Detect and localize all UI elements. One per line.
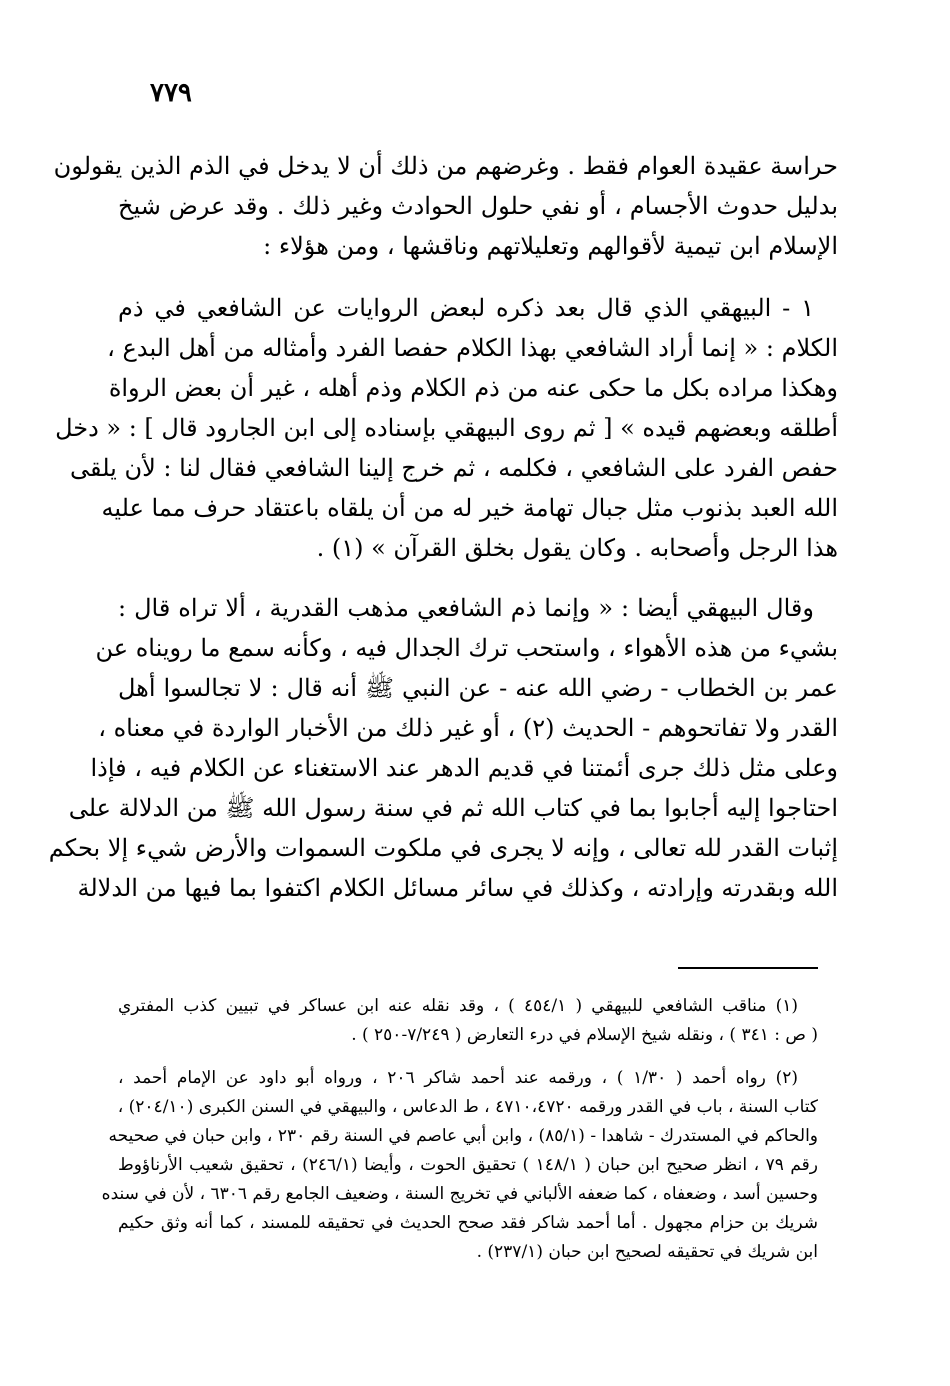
- text-line: حفص الفرد على الشافعي ، فكلمه ، ثم خرج إلينا الشافعي فقال لنا : لأن يلقى: [70, 454, 838, 482]
- text-line: هذا الرجل وأصحابه . وكان يقول بخلق القرآن » (١) .: [316, 534, 838, 562]
- footnote-line: ( ص : ٣٤١ ) ، ونقله شيخ الإسلام في درء التعارض ( ٧/٢٤٩-٢٥٠ ) .: [351, 1025, 818, 1045]
- text-line: القدر ولا تفاتحوهم - الحديث (٢) ، أو غير ذلك من الأخبار الواردة في معناه ،: [98, 714, 838, 742]
- footnote-line: والحاكم في المستدرك - شاهدا - (٨٥/١) ، وابن أبي عاصم في السنة رقم ٢٣٠ ، وابن حبان في صحيحه: [108, 1126, 818, 1146]
- text-line: الله العبد بذنوب مثل جبال تهامة خير له من أن يلقاه باعتقاد حرف مما عليه: [101, 494, 838, 522]
- text-line: بشيء من هذه الأهواء ، واستحب ترك الجدال فيه ، وكأنه سمع ما رويناه عن: [95, 634, 838, 662]
- footnote-line: كتاب السنة ، باب في القدر ورقمه ٤٧١٠،٤٧٢٠ ، ط الدعاس ، والبيهقي في السنن الكبرى (٢٠٤/١٠) ،: [117, 1097, 818, 1117]
- footnote-separator: [678, 967, 818, 969]
- footnote-line: (٢) رواه أحمد ( ١/٣٠ ) ، ورقمه عند أحمد شاكر ٢٠٦ ، ورواه أبو داود عن الإمام أحمد ،: [118, 1068, 798, 1088]
- footnote-2: [101, 1064, 819, 1267]
- footnote-1: [118, 992, 818, 1050]
- text-line: وعلى مثل ذلك جرى أئمتنا في قديم الدهر عند الاستغناء عن الكلام فيه ، فإذا: [90, 754, 838, 782]
- text-line: أطلقه وبعضهم قيده » [ ثم روى البيهقي بإسناده إلى ابن الجارود قال ] : « دخل: [55, 414, 838, 442]
- footnote-line: (١) مناقب الشافعي للبيهقي ( ٤٥٤/١ ) ، وقد نقله عنه ابن عساكر في تبيين كذب المفتري: [118, 996, 798, 1016]
- text-line: وهكذا مراده بكل ما حكى عنه من ذم الكلام وذم أهله ، غير أن بعض الرواة: [108, 374, 838, 402]
- text-line: إثبات القدر لله تعالى ، وإنه لا يجرى في ملكوت السموات والأرض شيء إلا بحكم: [48, 834, 838, 862]
- footnote-line: رقم ٧٩ ، انظر صحيح ابن حبان ( ١٤٨/١ ) تحقيق الحوت ، وأيضا (٢٤٦/١) ، تحقيق شعيب الأرناؤوط: [118, 1155, 819, 1175]
- text-line: الإسلام ابن تيمية لأقوالهم وتعليلاتهم وناقشها ، ومن هؤلاء :: [263, 232, 838, 260]
- text-line: بدليل حدوث الأجسام ، أو نفي حلول الحوادث وغير ذلك . وقد عرض شيخ: [118, 192, 838, 220]
- footnote-line: شريك بن حزام مجهول . أما أحمد شاكر فقد صحح الحديث في تحقيقه للمسند ، كما أنه وثق حكيم: [118, 1213, 818, 1233]
- text-line: ١ - البيهقي الذي قال بعد ذكره لبعض الروايات عن الشافعي في ذم: [118, 294, 814, 322]
- text-line: عمر بن الخطاب - رضي الله عنه - عن النبي ﷺ أنه قال : لا تجالسوا أهل: [118, 674, 838, 702]
- body-paragraph-2: [55, 288, 838, 568]
- body-paragraph-1: [53, 146, 838, 266]
- page-number: ٧٧٩: [150, 78, 192, 108]
- text-line: الكلام : « إنما أراد الشافعي بهذا الكلام حفصا الفرد وأمثاله من أهل البدع ،: [107, 334, 838, 362]
- text-line: حراسة عقيدة العوام فقط . وغرضهم من ذلك أن لا يدخل في الذم الذين يقولون: [53, 152, 838, 180]
- footnote-line: وحسين أسد ، وضعفاه ، كما ضعفه الألباني في تخريج السنة ، وضعيف الجامع رقم ٦٣٠٦ ، لأن في سنده: [101, 1184, 818, 1204]
- text-line: الله وبقدرته وإرادته ، وكذلك في سائر مسائل الكلام اكتفوا بما فيها من الدلالة: [77, 874, 838, 902]
- body-paragraph-3: [48, 588, 838, 908]
- text-line: احتاجوا إليه أجابوا بما في كتاب الله ثم في سنة رسول الله ﷺ من الدلالة على: [68, 794, 838, 822]
- footnote-line: ابن شريك في تحقيقه لصحيح ابن حبان (٢٣٧/١) .: [476, 1242, 818, 1262]
- text-line: وقال البيهقي أيضا : « وإنما ذم الشافعي مذهب القدرية ، ألا تراه قال :: [118, 594, 814, 622]
